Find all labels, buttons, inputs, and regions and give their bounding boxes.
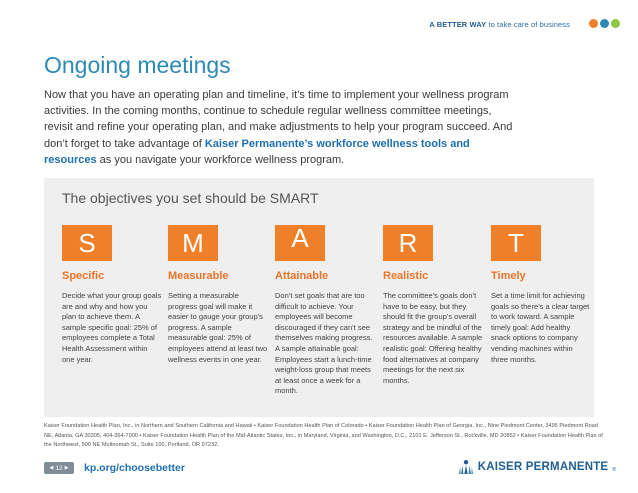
kp-figures-icon (458, 459, 474, 475)
tagline-rest: to take care of business (486, 20, 570, 29)
smart-item-realistic (383, 225, 483, 386)
smart-item-specific (62, 225, 162, 365)
header-tagline (429, 20, 570, 29)
green-dot-icon (611, 19, 620, 28)
smart-item-timely (491, 225, 591, 365)
legal-footnote: Kaiser Foundation Health Plan, Inc., in Northern and Southern California and Hawaii • Kaiser Foundation Health Plan of Colorado • Kaiser Foundation Health Plan of Georgia, Inc., Nine Piedmont Center, 3495 Piedmont Road NE, Atlanta, GA 30305, 404-364-7000 • Kaiser Foundation Health Plan of the Mid-Atlantic States, Inc., in Maryland, Virginia, and Washington, D.C., 2101 E. Jefferson St., Rockville, MD 20852 • Kaiser Foundation Health Plan of the Northwest, 500 NE Multnomah St., Suite 100, Portland, OR 97232. (44, 423, 603, 449)
smart-objectives-panel (44, 178, 594, 417)
kaiser-permanente-logo (458, 459, 616, 475)
smart-item-attainable (275, 225, 375, 397)
intro-paragraph (44, 87, 519, 168)
next-page-icon[interactable]: ▶ (64, 465, 69, 471)
item-name: Measurable (168, 270, 229, 282)
item-description: Set a time limit for achieving goals so there’s a clear target to work toward. A sample timely goal: Add healthy snack options to company vending machines within three months. (491, 291, 590, 364)
item-description: Setting a measurable progress goal will make it easier to gauge your group’s progress. A sample measurable goal: 25% of employees attend at least two wellness events in one year. (168, 291, 268, 364)
kp-logo-reg: ® (612, 467, 616, 473)
item-name: Attainable (275, 270, 329, 282)
page-title: Ongoing meetings (44, 52, 231, 78)
item-description: Don’t set goals that are too difficult to achieve. Your employees will become discouraged if they can’t see themselves making progress. A sample attainable goal: Employees start a lunch-time weight-loss group that meets at least once a week for a month. (275, 291, 373, 396)
letter-badge: T (491, 225, 541, 261)
letter-badge: A (275, 225, 325, 261)
tagline-bold: A BETTER WAY (429, 20, 487, 29)
blue-dot-icon (600, 19, 609, 28)
item-name: Timely (491, 270, 526, 282)
workforce-wellness-link[interactable]: Kaiser Permanente’s workforce wellness tools and resources (44, 137, 470, 166)
letter-badge: S (62, 225, 112, 261)
footer-bar (44, 462, 185, 474)
item-description: Decide what your group goals are and why and how you plan to achieve them. A sample specific goal: 25% of employees complete a Total Health Assessment within one year. (62, 291, 162, 364)
smart-heading: The objectives you set should be SMART (62, 190, 319, 206)
item-name: Realistic (383, 270, 429, 282)
previous-page-icon[interactable]: ◀ (49, 465, 54, 471)
footer-url-link[interactable]: kp.org/choosebetter (84, 462, 185, 474)
item-name: Specific (62, 270, 105, 282)
page-navigator[interactable] (44, 462, 74, 474)
orange-dot-icon (589, 19, 598, 28)
smart-item-measurable (168, 225, 268, 365)
letter-badge: R (383, 225, 433, 261)
letter-badge: M (168, 225, 218, 261)
intro-text: Now that you have an operating plan and timeline, it’s time to implement your wellness program activities. In the coming months, continue to schedule regular wellness committee meetings, revisit and refine your operating plan, and make adjustments to help your program succeed. And don’t forget to take advantage of (44, 89, 513, 150)
intro-tail: as you navigate your workforce wellness program. (96, 153, 345, 166)
item-description: The committee’s goals don’t have to be easy, but they should fit the group’s overall strategy and be mindful of the resources available. A sample realistic goal: Offering healthy food alternatives at company meetings for the next six months. (383, 291, 483, 385)
kp-logo-text: KAISER PERMANENTE (477, 461, 609, 473)
page-number: 12 (55, 464, 63, 472)
header-dots (589, 19, 620, 28)
